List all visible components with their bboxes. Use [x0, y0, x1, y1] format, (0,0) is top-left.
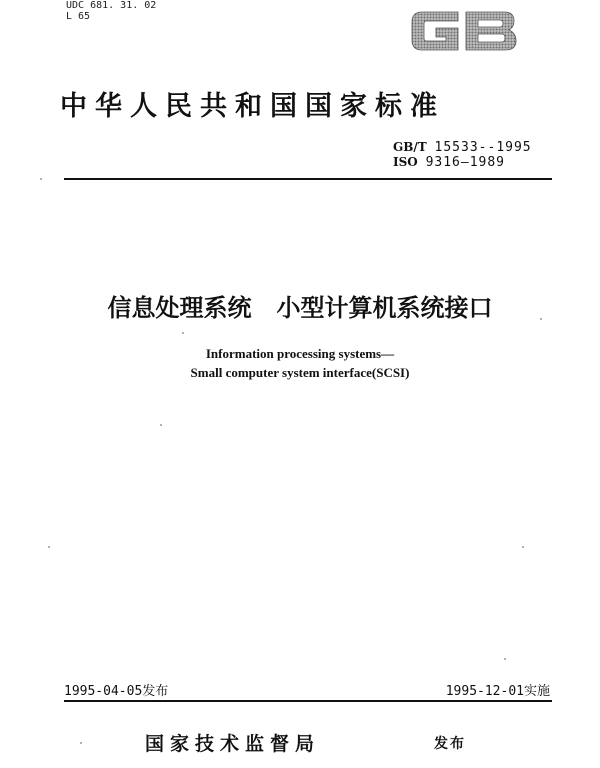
publisher-name: 国家技术监督局: [145, 733, 321, 755]
scan-speck: [80, 742, 82, 744]
chinese-title: 信息处理系统 小型计算机系统接口: [107, 294, 493, 322]
publish-action: 发布: [434, 736, 466, 752]
gb-code-number: 15533--1995: [434, 140, 532, 155]
scan-speck: [522, 546, 524, 548]
scan-speck: [504, 658, 506, 660]
classification-code: L 65: [66, 11, 91, 22]
logo-letter-g: [412, 12, 458, 50]
udc-block: [66, 0, 156, 22]
gb-code-prefix: GB/T: [393, 140, 427, 154]
logo-letter-b: [466, 12, 516, 50]
scan-speck: [182, 332, 184, 334]
iso-code-line: [393, 155, 532, 170]
standard-codes: [393, 140, 532, 170]
udc-number: UDC 681. 31. 02: [66, 0, 157, 11]
english-title-line-1: Information processing systems—: [205, 346, 395, 361]
scan-speck: [540, 318, 542, 320]
effective-date: 1995-12-01实施: [445, 684, 550, 699]
gb-code-line: [393, 140, 532, 155]
scan-speck: [160, 424, 162, 426]
english-title: [0, 344, 600, 382]
bottom-divider: [64, 700, 552, 702]
gb-logo: [408, 4, 520, 56]
national-standard-title: 中华人民共和国国家标准: [60, 91, 445, 122]
scan-speck: [40, 178, 42, 180]
iso-code-prefix: ISO: [393, 155, 418, 169]
scan-speck: [48, 546, 50, 548]
english-title-line-2: Small computer system interface(SCSI): [190, 365, 410, 380]
top-divider: [64, 178, 552, 180]
issue-date: 1995-04-05发布: [64, 684, 169, 699]
iso-code-number: 9316—1989: [425, 155, 506, 170]
